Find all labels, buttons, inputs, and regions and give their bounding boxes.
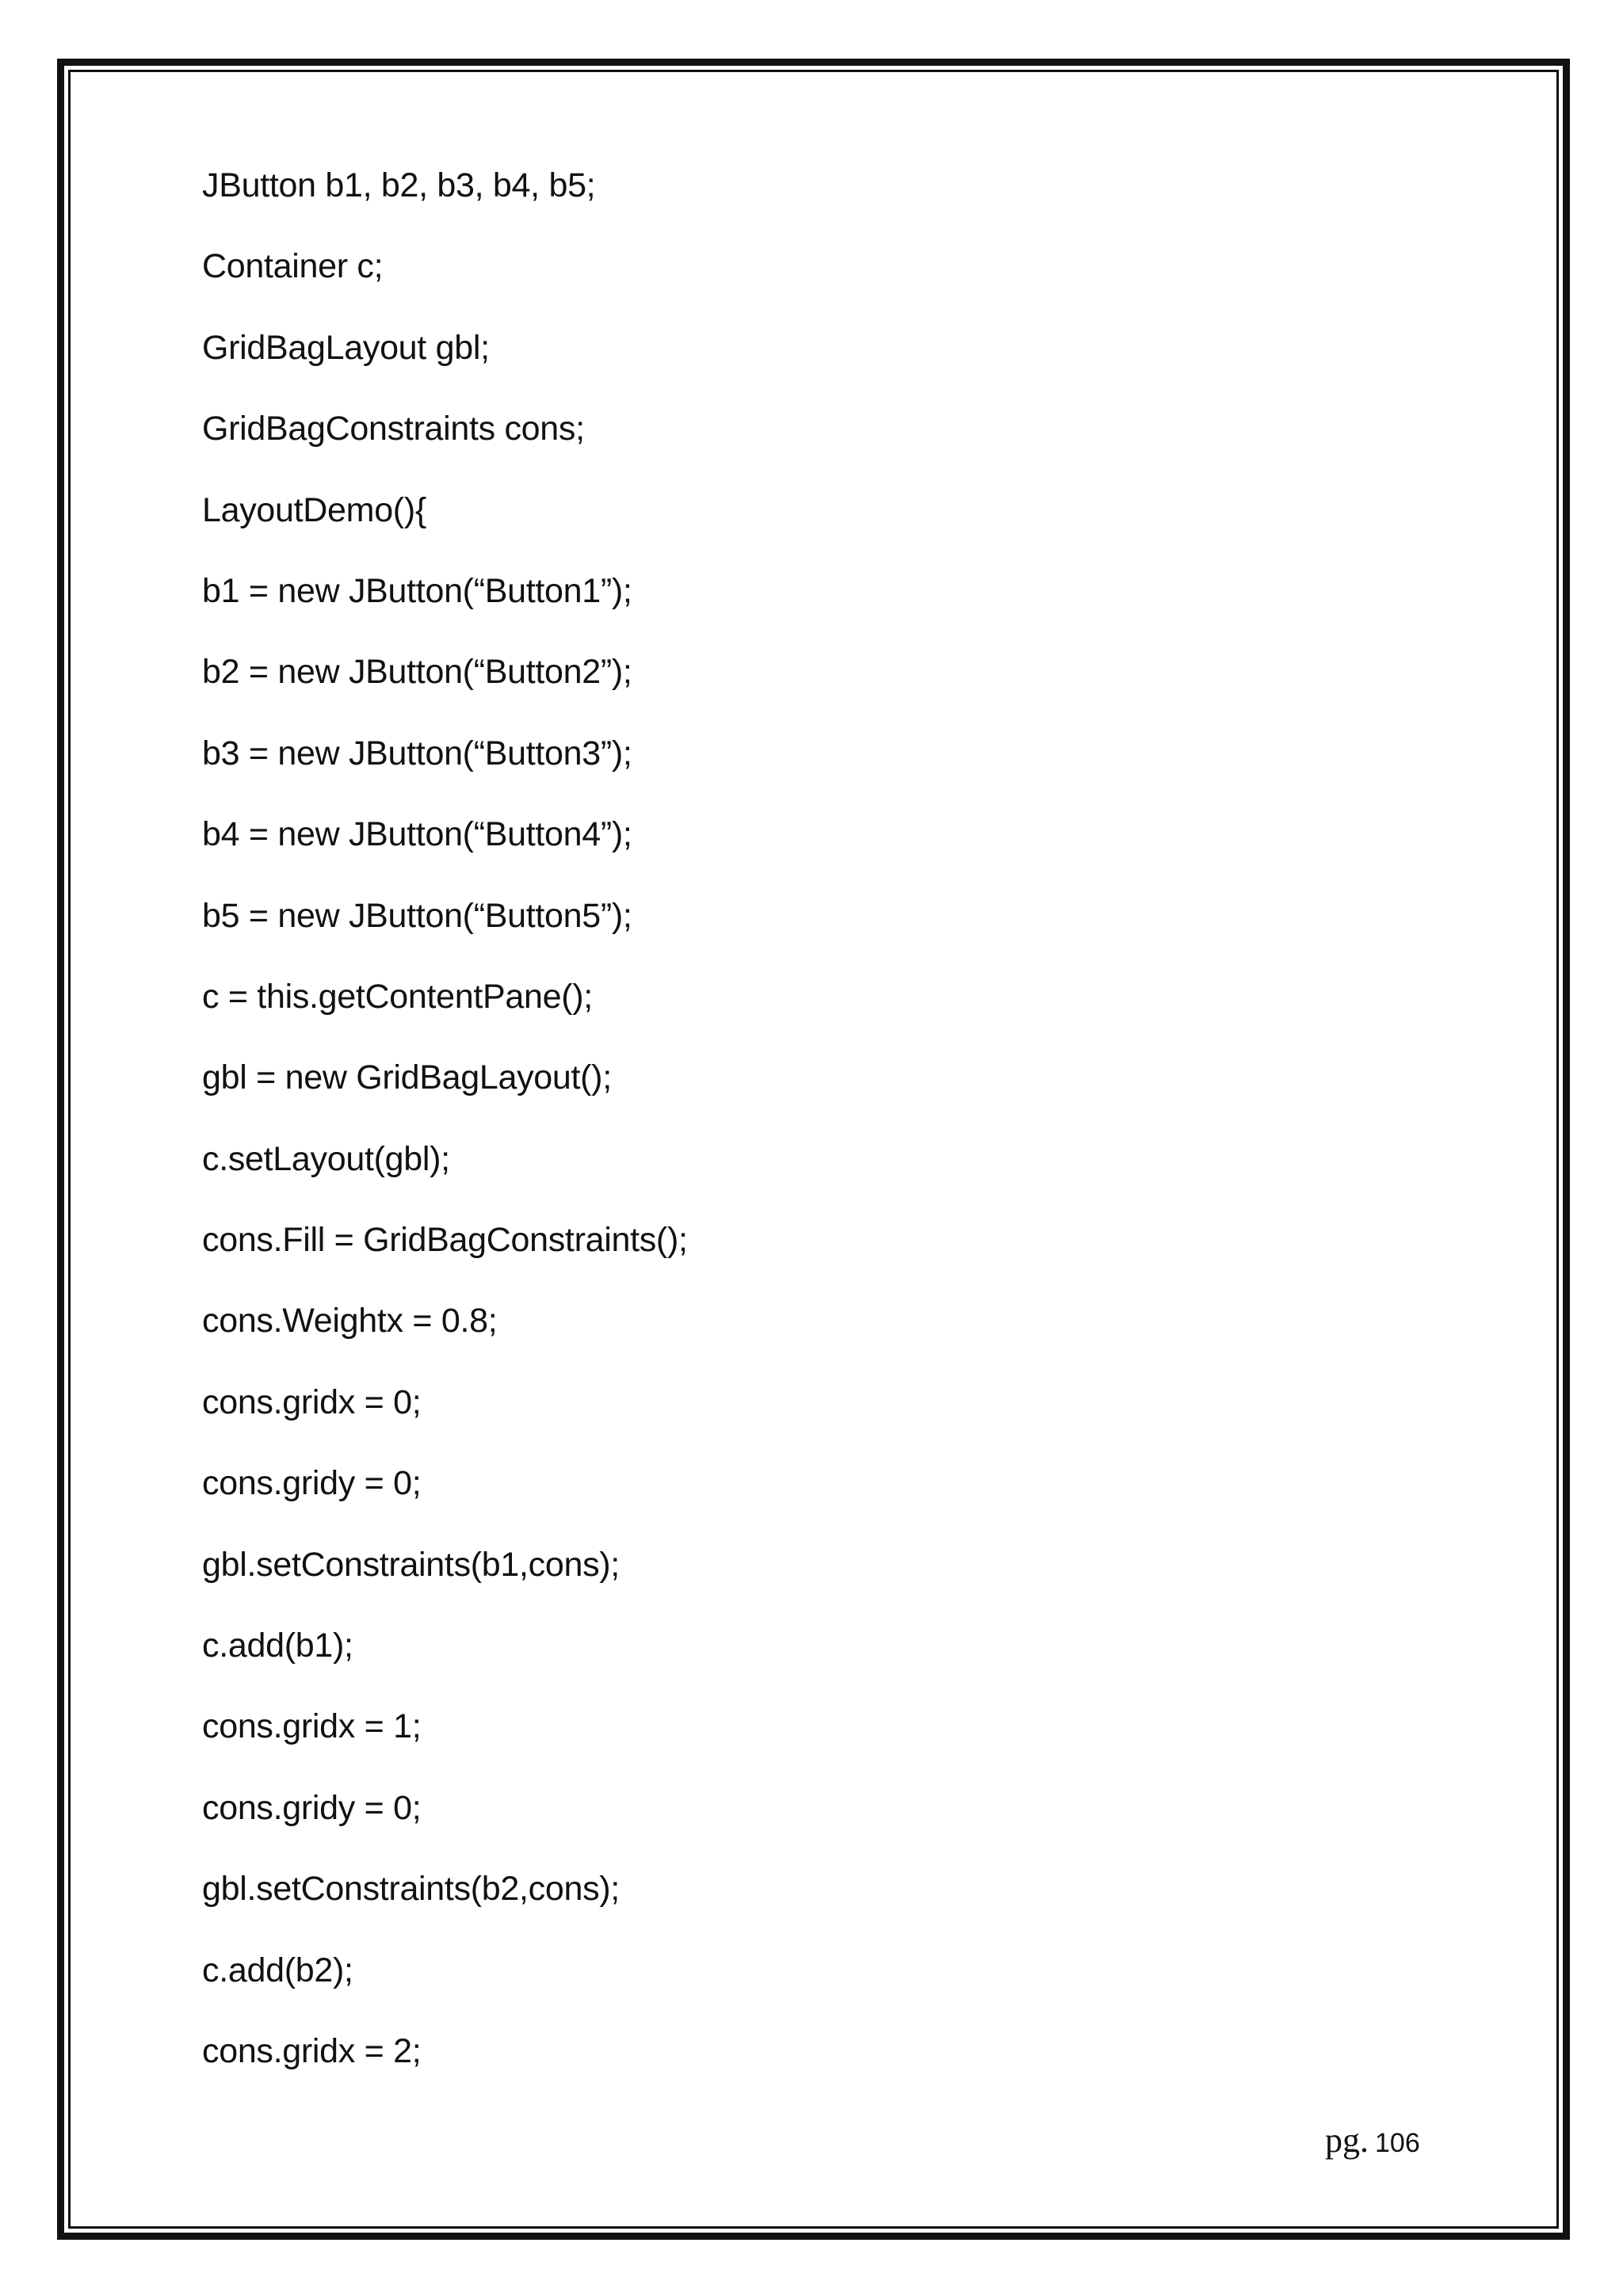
code-line: Container c;: [202, 247, 384, 286]
code-line: gbl.setConstraints(b1,cons);: [202, 1545, 620, 1584]
code-line: cons.gridy = 0;: [202, 1464, 422, 1503]
code-line: c.add(b1);: [202, 1627, 353, 1665]
code-line: c.setLayout(gbl);: [202, 1139, 450, 1178]
code-line: b4 = new JButton(“Button4”);: [202, 815, 632, 854]
code-line: cons.gridx = 2;: [202, 2031, 422, 2070]
page-number: [1325, 2120, 1420, 2161]
code-line: b5 = new JButton(“Button5”);: [202, 896, 632, 935]
code-line: cons.Fill = GridBagConstraints();: [202, 1221, 688, 1260]
page-number-value: 106: [1375, 2128, 1420, 2158]
code-line: b2 = new JButton(“Button2”);: [202, 653, 632, 692]
code-line: cons.gridx = 1;: [202, 1707, 422, 1746]
code-line: gbl.setConstraints(b2,cons);: [202, 1870, 620, 1909]
page-number-label: pg.: [1325, 2121, 1369, 2160]
code-listing: [202, 162, 688, 2109]
code-line: cons.gridx = 0;: [202, 1383, 422, 1421]
code-line: c = this.getContentPane();: [202, 977, 593, 1016]
code-line: b3 = new JButton(“Button3”);: [202, 734, 632, 772]
code-line: GridBagLayout gbl;: [202, 328, 490, 367]
code-line: gbl = new GridBagLayout();: [202, 1058, 612, 1097]
code-line: b1 = new JButton(“Button1”);: [202, 571, 632, 610]
code-line: c.add(b2);: [202, 1951, 353, 1989]
code-line: GridBagConstraints cons;: [202, 410, 585, 448]
code-line: LayoutDemo(){: [202, 490, 426, 529]
code-line: cons.gridy = 0;: [202, 1788, 422, 1827]
code-line: cons.Weightx = 0.8;: [202, 1302, 498, 1341]
code-line: JButton b1, b2, b3, b4, b5;: [202, 166, 596, 204]
